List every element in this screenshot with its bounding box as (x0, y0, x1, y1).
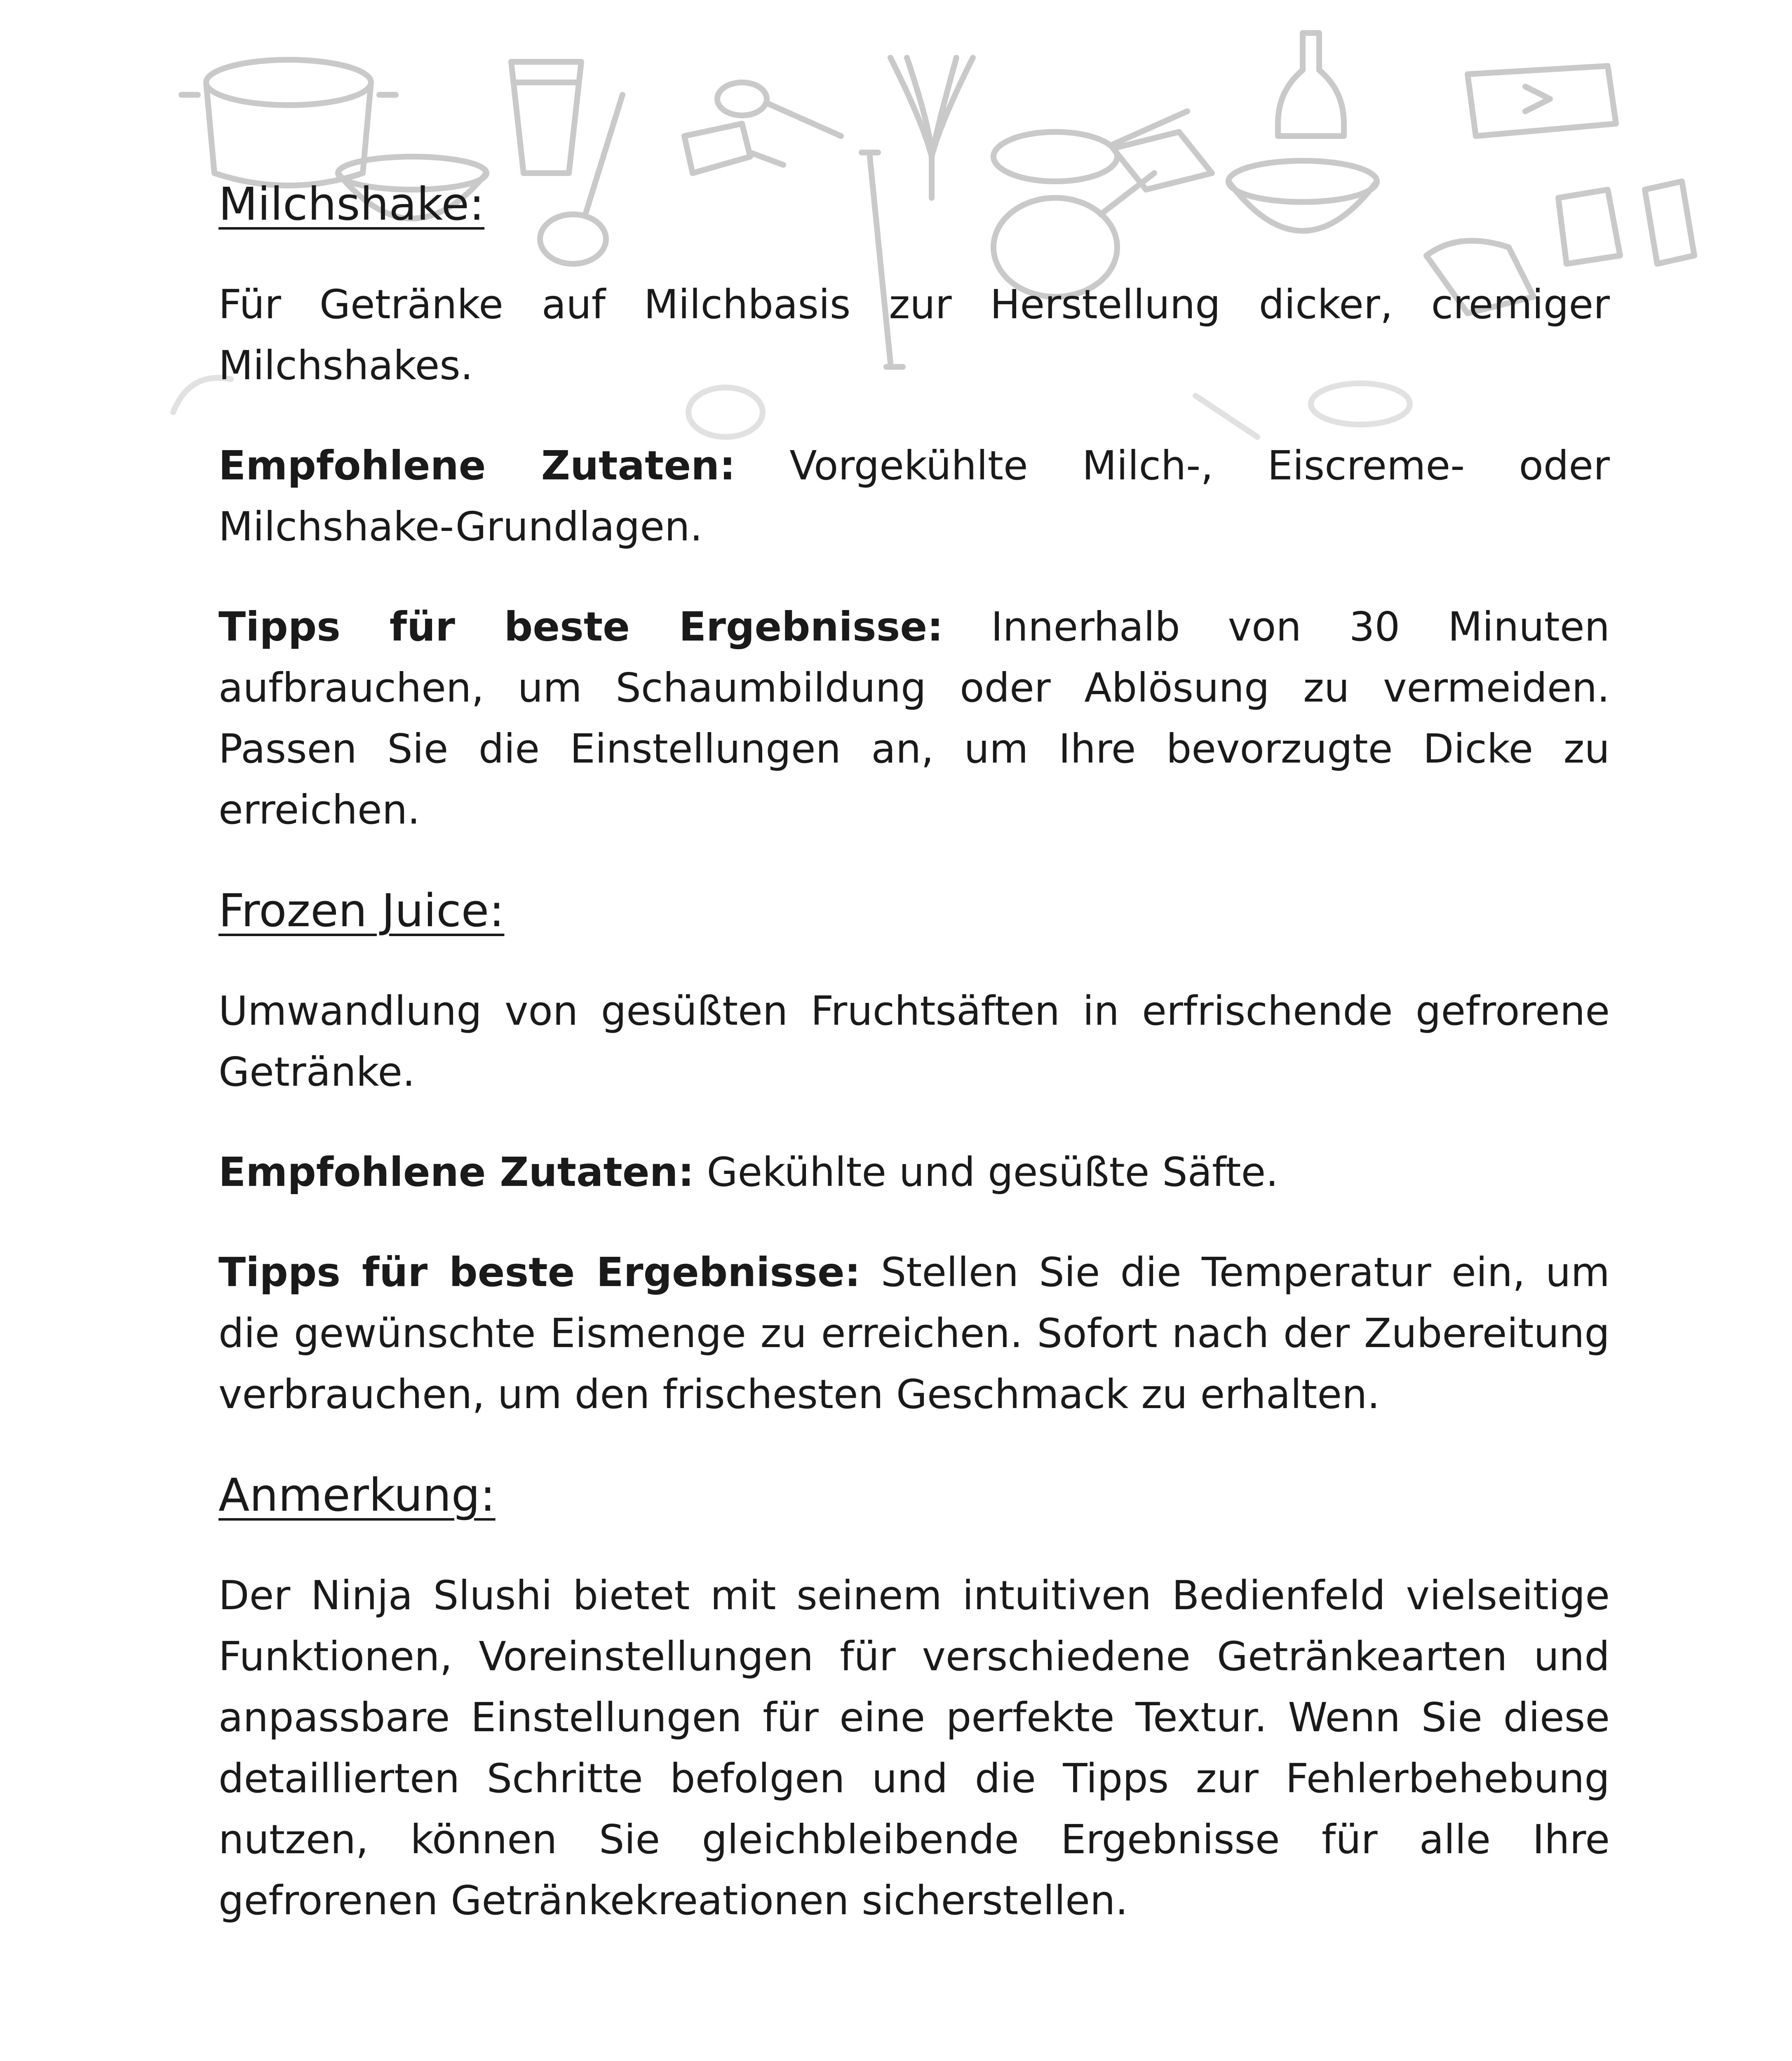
ingredients-label: Empfohlene Zutaten: (218, 1149, 694, 1195)
document-body (218, 173, 1610, 1970)
tips-paragraph (218, 1242, 1610, 1425)
note-heading: Anmerkung: (218, 1469, 496, 1521)
tips-paragraph (218, 596, 1610, 840)
section-description: Für Getränke auf Milchbasis zur Herstellung dicker, cremiger Milchshakes. (218, 281, 1610, 389)
ingredients-text: Gekühlte und gesüßte Säfte. (694, 1149, 1279, 1195)
section-heading: Milchshake: (218, 178, 485, 230)
tips-text: Stellen Sie die Temperatur ein, um die gewünschte Eismenge zu erreichen. Sofort nach der Zubereitung verbrauchen, um den frischesten Geschmack zu erhalten. (218, 1249, 1610, 1418)
section-milchshake (218, 173, 1610, 840)
note-text: Der Ninja Slushi bietet mit seinem intuitiven Bedienfeld vielseitige Funktionen, Voreinstellungen für verschiedene Getränkearten und anpassbare Einstellungen für eine perfekte Textur. Wenn Sie diese detaillierten Schritte befolgen und die Tipps zur Fehlerbehebung nutzen, können Sie gleichbleibende Ergebnisse für alle Ihre gefrorenen Getränkekreationen sicherstellen. (218, 1572, 1610, 1924)
section-note (218, 1464, 1610, 1931)
cake-ring-icon (1468, 66, 1616, 136)
cooking-pot-icon (181, 60, 396, 185)
tips-text: Innerhalb von 30 Minuten aufbrauchen, um Schaumbildung oder Ablösung zu vermeiden. Passen Sie die Einstellungen an, um Ihre bevorzugte Dicke zu erreichen. (218, 603, 1610, 833)
grater-icon (1645, 181, 1694, 264)
knife-icon (684, 124, 783, 173)
ingredients-paragraph (218, 1142, 1610, 1203)
ingredients-paragraph (218, 435, 1610, 557)
section-description: Umwandlung von gesüßten Fruchtsäften in erfrischende gefrorene Getränke. (218, 988, 1610, 1095)
spoon-icon (717, 82, 841, 136)
glass-icon (511, 62, 581, 173)
ingredients-label: Empfohlene Zutaten: (218, 442, 735, 489)
ingredients-text: Vorgekühlte Milch-, Eiscreme- oder Milchshake-Grundlagen. (218, 442, 1610, 550)
section-heading: Frozen Juice: (218, 884, 505, 937)
tips-label: Tipps für beste Ergebnisse: (218, 603, 943, 650)
section-frozen-juice (218, 880, 1610, 1425)
frying-pan-icon (993, 111, 1187, 181)
tips-label: Tipps für beste Ergebnisse: (218, 1249, 861, 1296)
bottle-icon (1278, 33, 1344, 136)
